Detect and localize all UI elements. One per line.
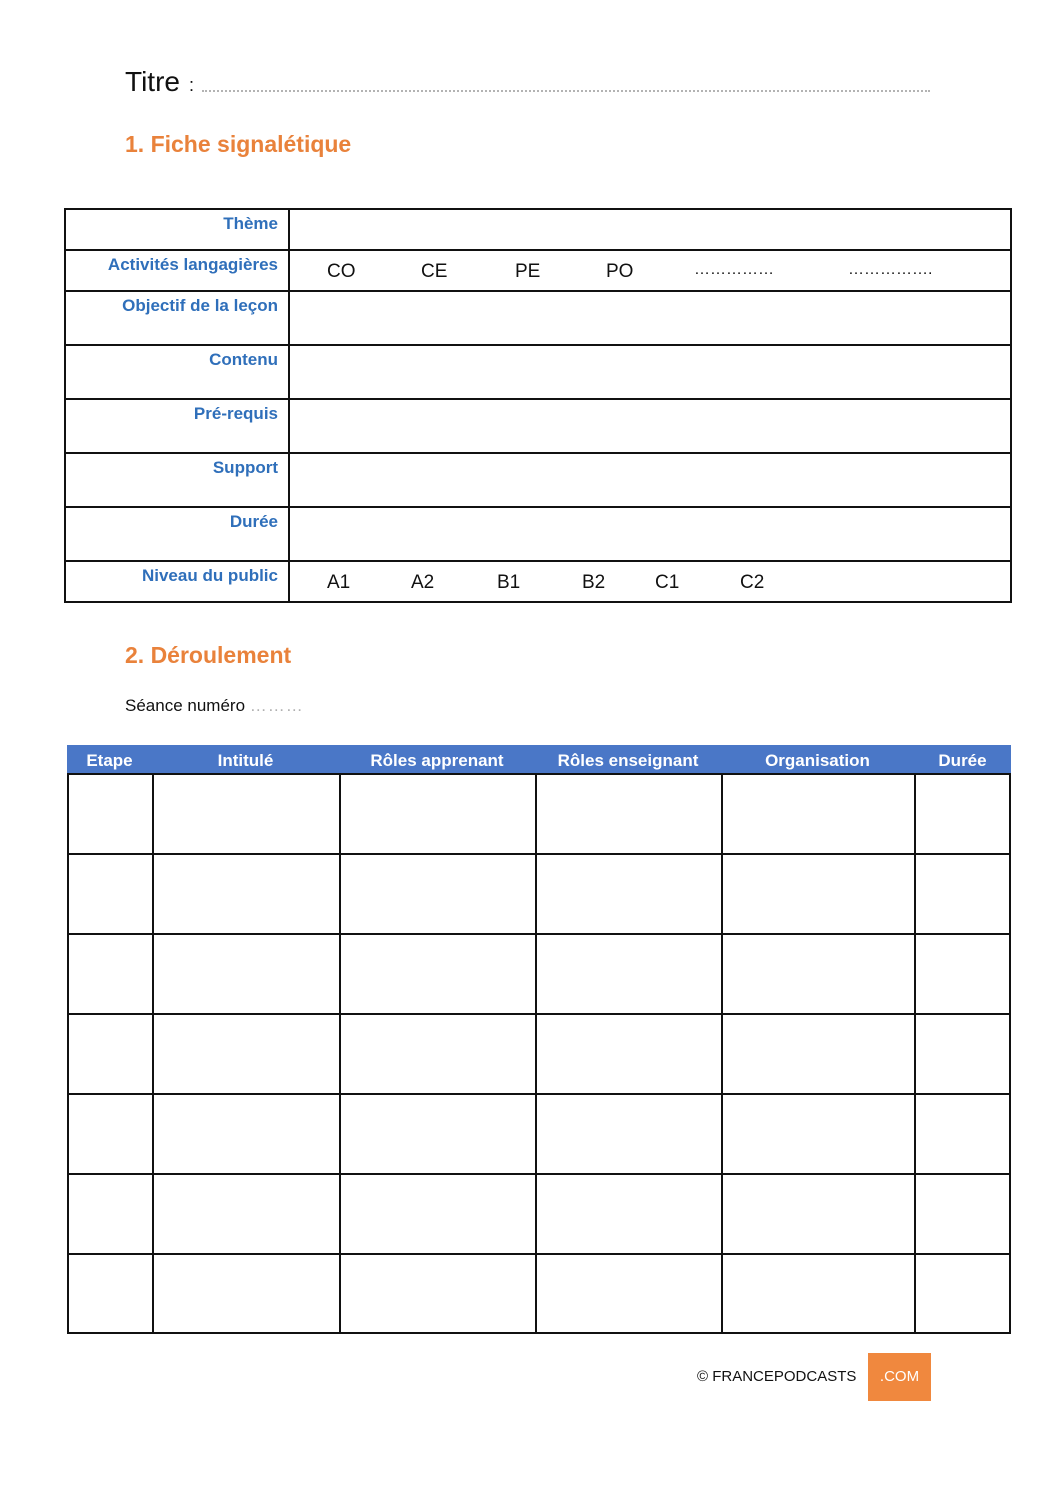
- copyright-text: © FRANCEPODCASTS: [697, 1368, 857, 1385]
- row-label-contenu: Contenu: [65, 345, 289, 399]
- deroulement-grid[interactable]: [67, 773, 1011, 1334]
- row-value-activites[interactable]: [289, 250, 1011, 291]
- section-heading-deroulement: 2. Déroulement: [125, 642, 292, 668]
- level-option[interactable]: B1: [497, 572, 521, 593]
- fiche-row-contenu: [65, 345, 1011, 399]
- row-label-objectif: Objectif de la leçon: [65, 291, 289, 345]
- row-value-support[interactable]: [289, 453, 1011, 507]
- fiche-row-duree: [65, 507, 1011, 561]
- fiche-row-activites: [65, 250, 1011, 291]
- col-header-duree: Durée: [938, 751, 987, 770]
- row-label-activites: Activités langagières: [65, 250, 289, 291]
- level-option[interactable]: A2: [411, 572, 435, 593]
- column-divider: [152, 775, 154, 1332]
- row-label-niveau: Niveau du public: [65, 561, 289, 602]
- fiche-row-support: [65, 453, 1011, 507]
- seance-number-blank[interactable]: ………: [249, 696, 304, 715]
- activity-option[interactable]: CE: [421, 261, 448, 282]
- row-value-objectif[interactable]: [289, 291, 1011, 345]
- fiche-row-objectif: [65, 291, 1011, 345]
- title-colon: :: [189, 75, 195, 95]
- row-value-duree[interactable]: [289, 507, 1011, 561]
- activity-option[interactable]: PO: [606, 261, 634, 282]
- row-value-niveau[interactable]: [289, 561, 1011, 602]
- row-label-support: Support: [65, 453, 289, 507]
- level-option[interactable]: A1: [327, 572, 351, 593]
- seance-line: [125, 694, 304, 718]
- row-divider: [69, 1173, 1009, 1175]
- activity-blank[interactable]: ……………: [694, 261, 774, 278]
- activity-option[interactable]: PE: [515, 261, 541, 282]
- section-heading-fiche: 1. Fiche signalétique: [125, 131, 352, 157]
- col-header-etape: Etape: [86, 751, 133, 770]
- row-divider: [69, 1093, 1009, 1095]
- row-label-theme: Thème: [65, 209, 289, 250]
- column-divider: [914, 775, 916, 1332]
- row-divider: [69, 933, 1009, 935]
- level-option[interactable]: B2: [582, 572, 606, 593]
- domain-badge: .COM: [868, 1353, 931, 1401]
- fiche-row-theme: [65, 209, 1011, 250]
- row-label-prerequis: Pré-requis: [65, 399, 289, 453]
- row-value-prerequis[interactable]: [289, 399, 1011, 453]
- column-divider: [721, 775, 723, 1332]
- row-label-duree: Durée: [65, 507, 289, 561]
- level-option[interactable]: C2: [740, 572, 765, 593]
- row-divider: [69, 1013, 1009, 1015]
- col-header-roles-apprenant: Rôles apprenant: [370, 751, 504, 770]
- row-value-theme[interactable]: [289, 209, 1011, 250]
- title-label: Titre: [125, 66, 180, 97]
- deroulement-header-row: [67, 745, 1011, 773]
- col-header-intitule: Intitulé: [217, 751, 274, 770]
- row-divider: [69, 1253, 1009, 1255]
- column-divider: [339, 775, 341, 1332]
- title-fill-line[interactable]: [202, 90, 930, 92]
- col-header-organisation: Organisation: [765, 751, 870, 770]
- fiche-signaletique-table: [64, 208, 1012, 603]
- fiche-row-prerequis: [65, 399, 1011, 453]
- seance-label: Séance numéro: [125, 696, 246, 715]
- row-value-contenu[interactable]: [289, 345, 1011, 399]
- fiche-row-niveau: [65, 561, 1011, 602]
- level-option[interactable]: C1: [655, 572, 680, 593]
- activity-option[interactable]: CO: [327, 261, 356, 282]
- activity-blank[interactable]: …………….: [848, 261, 933, 278]
- col-header-roles-enseignant: Rôles enseignant: [557, 751, 699, 770]
- column-divider: [535, 775, 537, 1332]
- row-divider: [69, 853, 1009, 855]
